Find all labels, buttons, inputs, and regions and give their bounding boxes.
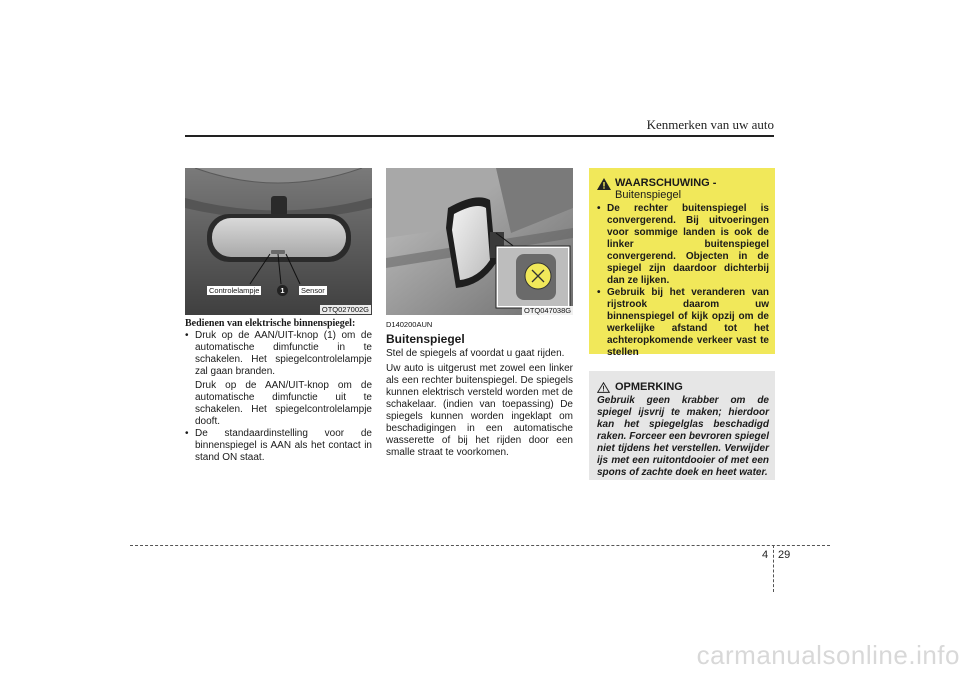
- note-body: Gebruik geen krabber om de spiegel ijsvrij te maken; hierdoor kan het spiegelglas beschadigd raken. Forceer een bevroren spiegel niet tijdens het verstellen. Verwijder ijs met een ruitontdooier of met een spons of zachte doek en heet water.: [597, 395, 769, 478]
- left-heading: Bedienen van elektrische binnenspiegel:: [185, 318, 356, 329]
- note-box: [589, 371, 775, 480]
- left-text-column: [185, 318, 372, 464]
- label-sensor: Sensor: [301, 286, 325, 295]
- warning-title: WAARSCHUWING -: [615, 177, 717, 189]
- label-controlelampje: Controlelampje: [209, 286, 260, 295]
- page-number: 29: [778, 549, 791, 561]
- warning-box: [589, 168, 775, 358]
- warning-body: [597, 203, 769, 359]
- warning-bullet-1: • De rechter buitenspiegel is convergerend. Bij uitvoeringen voor sommige landen is ook de linker buitenspiegel convergerend. Objecten in de spiegel zijn daardoor dichterbij dan ze lijken.: [597, 203, 769, 287]
- outside-mirror-illustration: [386, 168, 573, 315]
- figure-outside-mirror: [386, 168, 573, 315]
- left-bullet-1-sub: Druk op de AAN/UIT-knop om de automatische dimfunctie uit te schakelen. Het spiegelcontrolelampje dooft.: [195, 380, 372, 427]
- figure-code: OTQ047038G: [524, 306, 572, 315]
- figure-rearview-mirror: [185, 168, 372, 315]
- figure-code: OTQ027002G: [321, 305, 369, 314]
- left-bullet-2: [185, 428, 372, 464]
- middle-text-column: [386, 319, 573, 459]
- footer-divider: [130, 545, 830, 546]
- middle-paragraph-2: Uw auto is uitgerust met zowel een linker als een rechter buitenspiegel. De spiegels kunnen elektrisch versteld worden met de schakelaar. (indien van toepassing) De spiegels kunnen worden ingeklapt om beschadigingen in een automatische wasserette of bij het rijden door een smalle straat te voorkomen.: [386, 363, 573, 458]
- left-bullet-1: [185, 330, 372, 428]
- section-code: D140200AUN: [386, 320, 433, 329]
- warning-icon: [597, 178, 611, 190]
- middle-paragraph-1: Stel de spiegels af voordat u gaat rijden.: [386, 348, 565, 359]
- note-title: OPMERKING: [615, 381, 683, 393]
- watermark: carmanualsonline.info: [696, 640, 960, 670]
- warning-subtitle: Buitenspiegel: [615, 189, 682, 201]
- left-bullet-2-text: • De standaardinstelling voor de binnenspiegel is AAN als het contact in stand ON staat.: [195, 428, 372, 463]
- footer-vertical-divider: [773, 545, 774, 592]
- chapter-number: 4: [762, 549, 769, 561]
- header-title: Kenmerken van uw auto: [646, 117, 774, 132]
- header-rule: [185, 135, 774, 137]
- label-number-1: 1: [277, 285, 288, 296]
- left-bullet-1-text: • Druk op de AAN/UIT-knop (1) om de automatische dimfunctie in te schakelen. Het spiegelcontrolelampje zal gaan branden.: [195, 330, 372, 377]
- section-title: Buitenspiegel: [386, 332, 465, 346]
- warning-bullet-2: • Gebruik bij het veranderen van rijstrook daarom uw binnenspiegel of kijk opzij om de werkelijke afstand tot het achteropkomende verkeer vast te stellen: [597, 287, 769, 359]
- caution-icon: [597, 382, 610, 393]
